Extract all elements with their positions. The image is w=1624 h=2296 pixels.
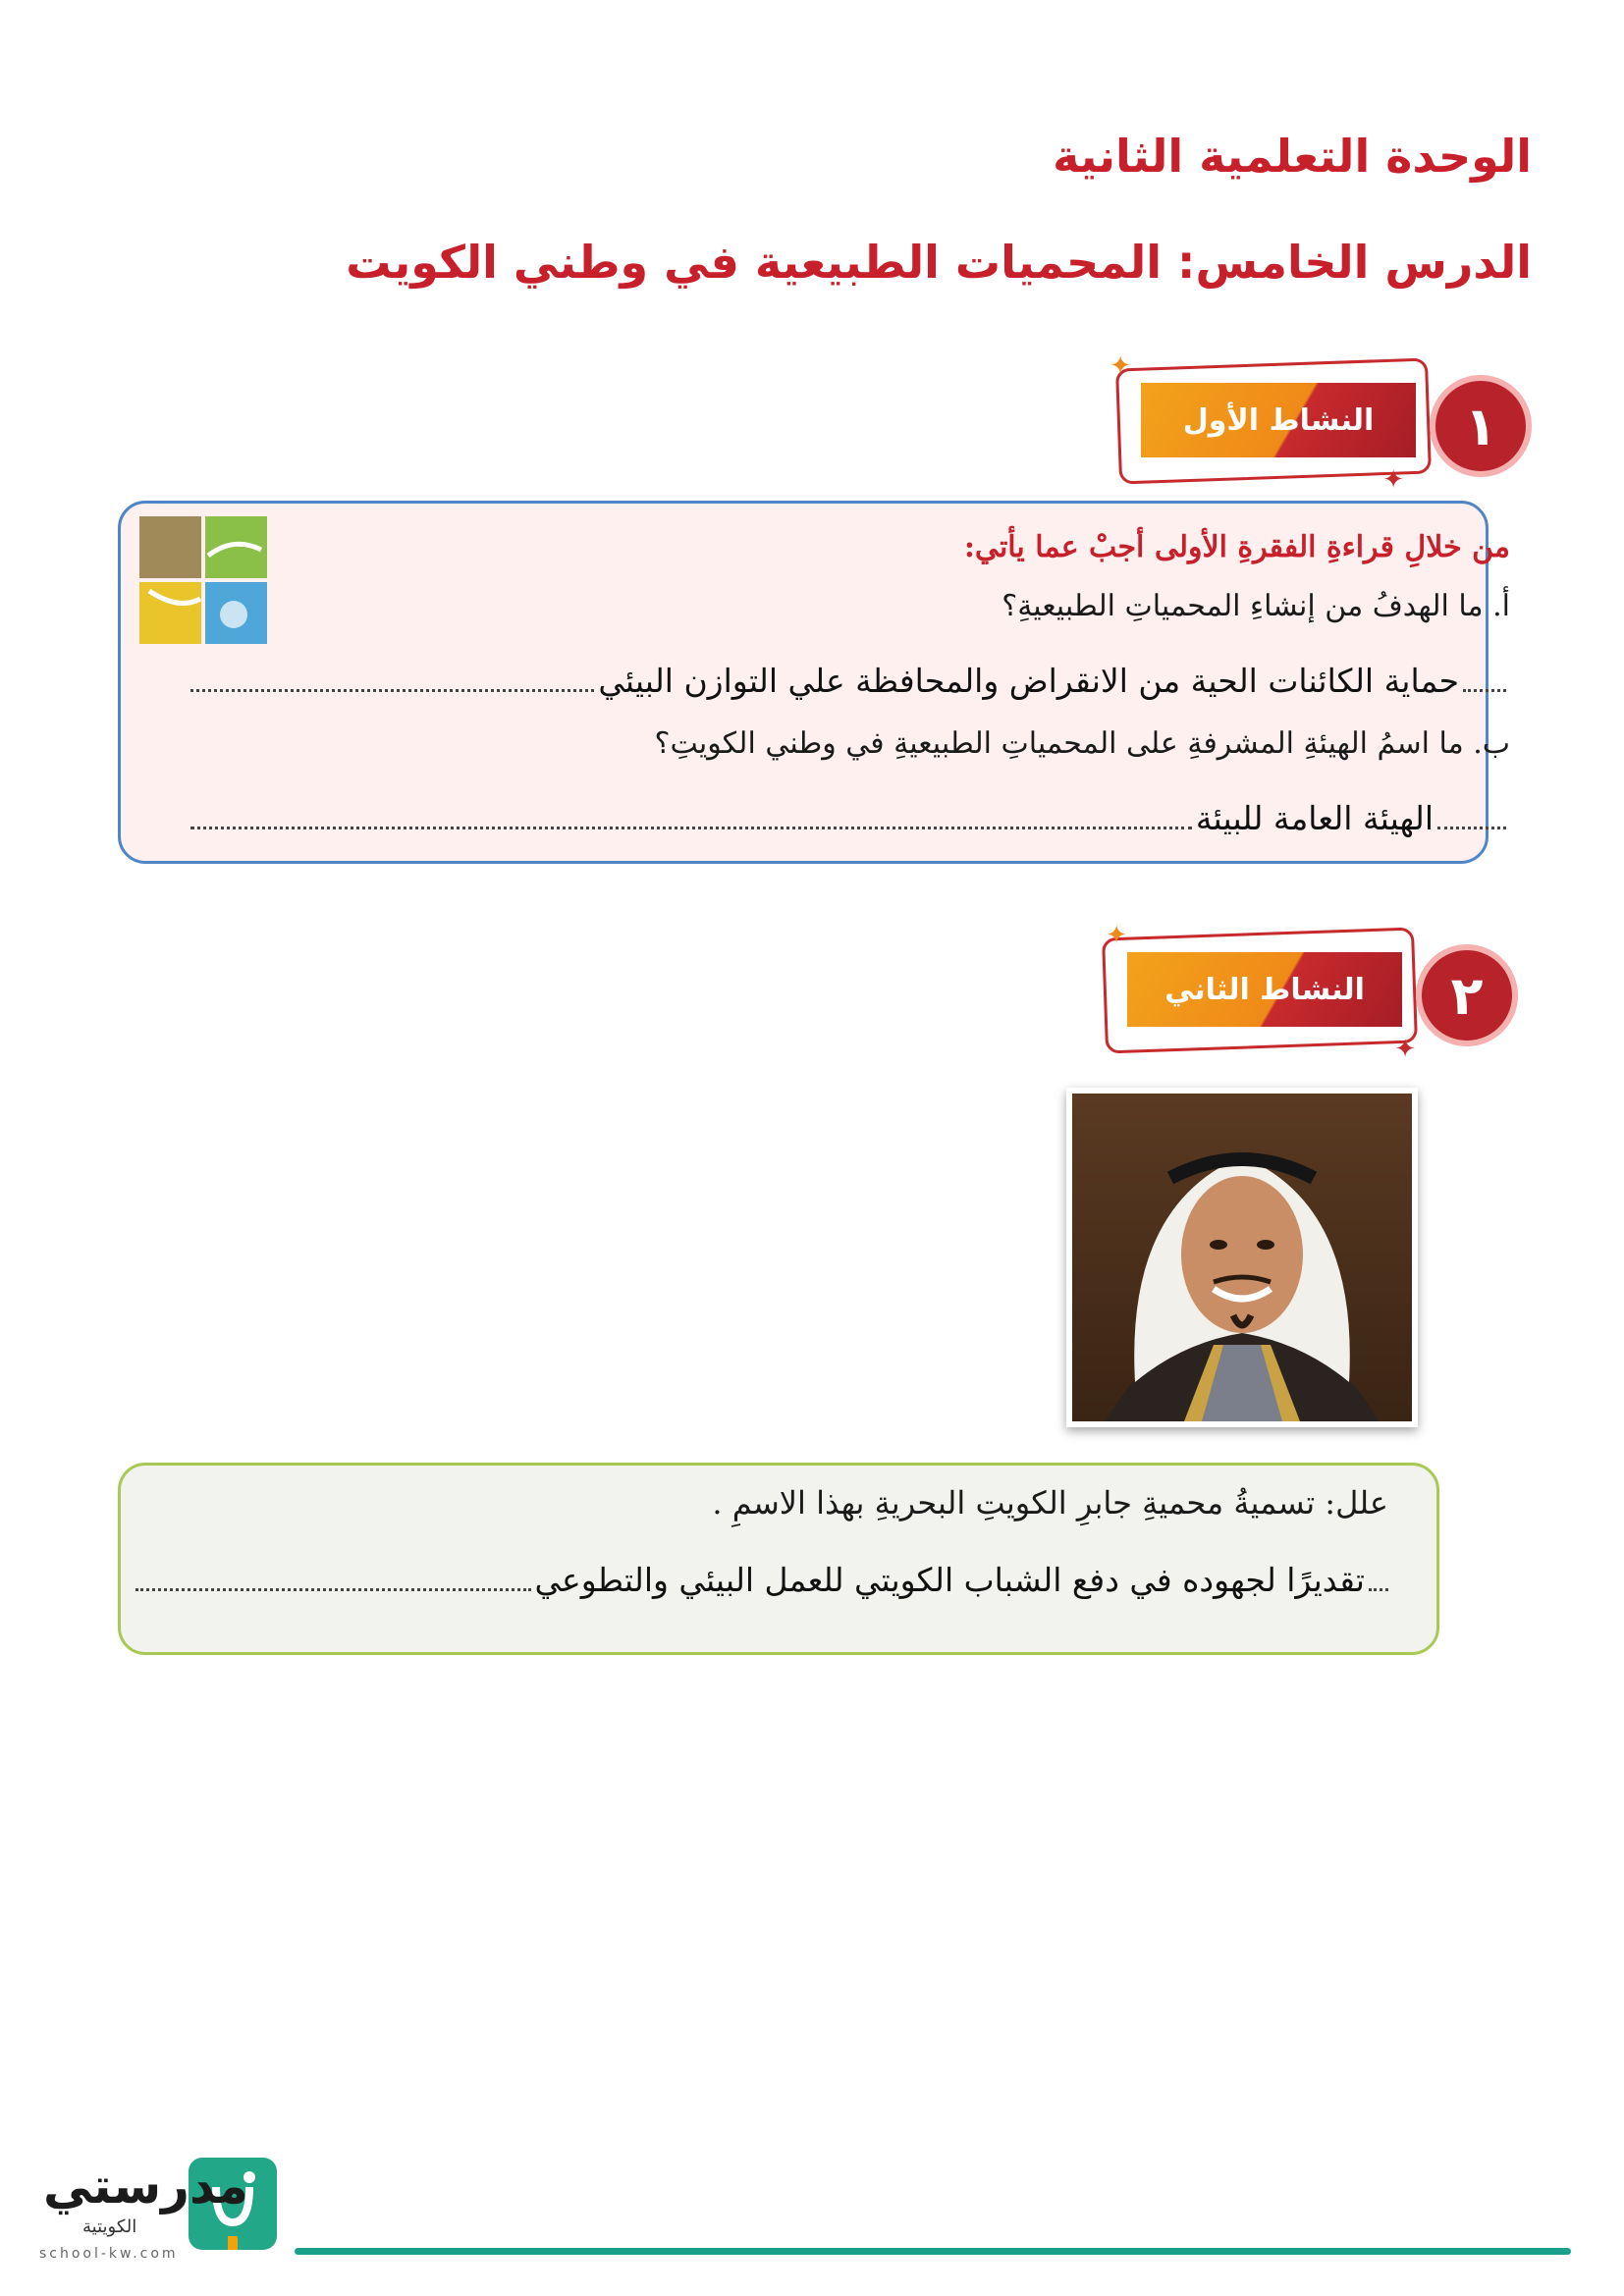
dotted-line — [190, 660, 594, 692]
dotted-line — [1463, 660, 1506, 692]
dotted-line — [190, 797, 1192, 829]
portrait-photo — [1066, 1088, 1418, 1427]
lesson-title: الدرس الخامس: المحميات الطبيعية في وطني الكويت — [346, 236, 1532, 289]
unit-title: الوحدة التعلمية الثانية — [1053, 130, 1532, 183]
dotted-line — [1369, 1559, 1388, 1591]
footer-brand: مدرستي — [43, 2158, 248, 2215]
footer-brand-sub: الكويتية — [82, 2216, 137, 2237]
sparkle-icon: ✦ — [1110, 351, 1131, 381]
answer-b-row — [187, 797, 1510, 837]
sparkle-icon: ✦ — [1394, 1035, 1416, 1064]
activity2-label: النشاط الثاني — [1127, 952, 1402, 1027]
footer-url: school-kw.com — [39, 2246, 179, 2262]
environment-authority-logo — [139, 516, 267, 644]
activity1-label: النشاط الأول — [1141, 383, 1416, 457]
question-b: ب. ما اسمُ الهيئةِ المشرفةِ على المحمياتِ الطبيعيةِ في وطني الكويتِ؟ — [654, 726, 1510, 761]
sparkle-icon: ✦ — [1382, 465, 1404, 495]
question-a: أ. ما الهدفُ من إنشاءِ المحمياتِ الطبيعيةِ؟ — [1001, 589, 1510, 623]
activity1-number: ١ — [1430, 375, 1532, 477]
activity2-answer: تقديرًا لجهوده في دفع الشباب الكويتي للعمل البيئي والتطوعي — [534, 1561, 1365, 1599]
activity1-intro: من خلالِ قراءةِ الفقرةِ الأولى أجبْ عما يأتي: — [963, 530, 1510, 564]
activity2-number: ٢ — [1416, 944, 1518, 1046]
activity2-answer-row — [132, 1559, 1392, 1599]
footer-divider — [295, 2248, 1571, 2255]
answer-a-row — [187, 660, 1510, 700]
answer-b: الهيئة العامة للبيئة — [1195, 799, 1434, 837]
activity1-badge — [1110, 351, 1532, 495]
activity2-question: علل: تسميةُ محميةِ جابرِ الكويتِ البحريةِ بهذا الاسمِ . — [712, 1484, 1388, 1522]
answer-a: حماية الكائنات الحية من الانقراض والمحافظة علي التوازن البيئي — [598, 662, 1459, 700]
activity2-badge — [1096, 921, 1518, 1064]
sparkle-icon: ✦ — [1106, 921, 1127, 950]
dotted-line — [135, 1559, 531, 1591]
dotted-line — [1437, 797, 1506, 829]
